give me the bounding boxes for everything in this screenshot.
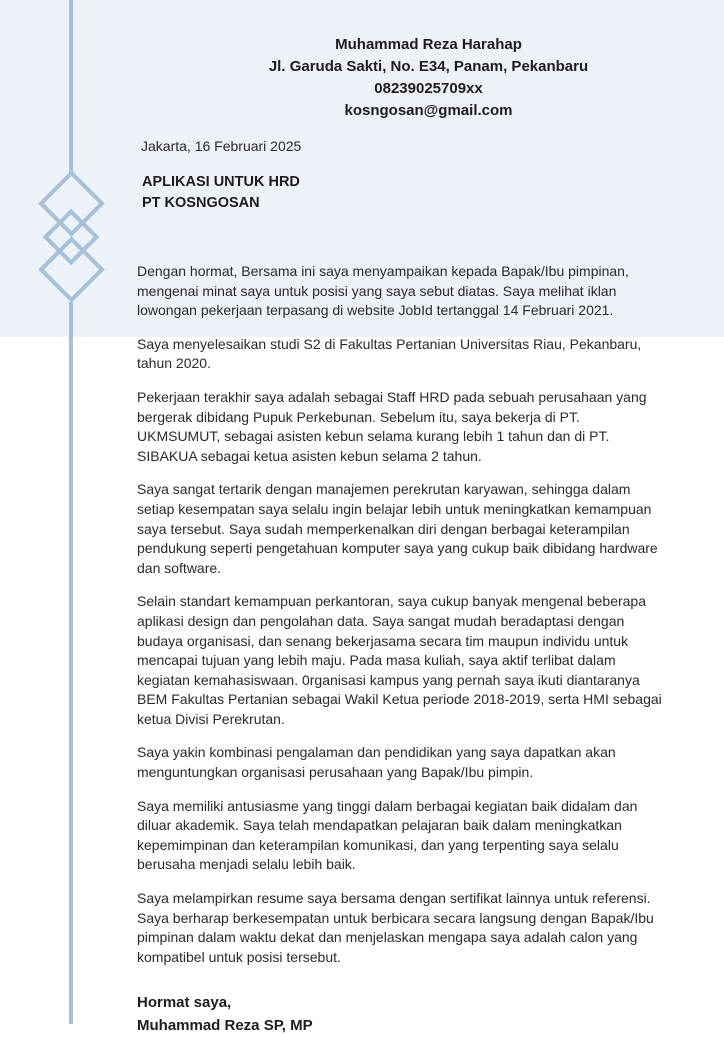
subject-line-2: PT KOSNGOSAN <box>142 195 260 211</box>
letter-paragraph: Saya yakin kombinasi pengalaman dan pendidikan yang saya dapatkan akan menguntungkan organisasi perusahaan yang Bapak/Ibu pimpin. <box>137 744 616 781</box>
sender-email: kosngosan@gmail.com <box>344 102 513 119</box>
letter-paragraph: Saya sangat tertarik dengan manajemen perekrutan karyawan, sehingga dalam setiap kesempatan saya selalu ingin belajar lebih untuk meningkatkan kemampuan saya tersebut. Saya sudah memperkenalkan diri dengan berbagai keterampilan pendukung seperti pengetahuan komputer saya yang cukup baik dibidang hardware dan software. <box>137 481 658 576</box>
sender-phone: 08239025709xx <box>374 80 483 97</box>
letter-paragraph: Pekerjaan terakhir saya adalah sebagai Staff HRD pada sebuah perusahaan yang bergerak dibidang Pupuk Perkebunan. Sebelum itu, saya bekerja di PT. UKMSUMUT, sebagai asisten kebun selama kurang lebih 1 tahun dan di PT. SIBAKUA sebagai ketua asisten kebun selama 2 tahun. <box>137 388 647 464</box>
subject-line-1: APLIKASI UNTUK HRD <box>142 174 300 190</box>
letter-paragraph: Saya melampirkan resume saya bersama dengan sertifikat lainnya untuk referensi. Saya berharap berkesempatan untuk berbicara secara langsung dengan Bapak/Ibu pimpinan dalam waktu dekat dan menjelaskan mengapa saya adalah calon yang kompatibel untuk posisi tersebut. <box>137 890 654 965</box>
closing-signature: Muhammad Reza SP, MP <box>137 1017 313 1035</box>
letter-body <box>137 262 665 1037</box>
letter-paragraph: Saya memiliki antusiasme yang tinggi dalam berbagai kegiatan baik didalam dan diluar akademik. Saya telah mendapatkan pelajaran baik dalam meningkatkan kepemimpinan dan keterampilan komunikasi, dan yang terpenting saya selalu berusaha menjadi selalu lebih baik. <box>137 797 638 873</box>
letter-paragraph: Dengan hormat, Bersama ini saya menyampaikan kepada Bapak/Ibu pimpinan, mengenai minat saya untuk posisi yang saya sebut diatas. Saya melihat iklan lowongan pekerjaan terpasang di website JobId tertanggal 14 Februari 2021. <box>137 263 629 319</box>
letter-paragraph: Saya menyelesaikan studi S2 di Fakultas Pertanian Universitas Riau, Pekanbaru, tahun 2020. <box>137 335 642 372</box>
vertical-accent-line-bottom <box>69 302 73 1024</box>
sender-info-block <box>137 34 720 122</box>
sender-name: Muhammad Reza Harahap <box>335 36 522 53</box>
sender-address: Jl. Garuda Sakti, No. E34, Panam, Pekanbaru <box>268 58 589 75</box>
closing-block <box>137 991 665 1037</box>
letter-paragraph: Selain standart kemampuan perkantoran, saya cukup banyak mengenal beberapa aplikasi design dan pengolahan data. Saya sangat mudah beradaptasi dengan budaya organisasi, dan senang bekerjasama secara tim maupun individu untuk mencapai tujuan yang lebih maju. Pada masa kuliah, saya aktif terlibat dalam kegiatan kemahasiswaan. 0rganisasi kampus yang pernah saya ikuti diantaranya BEM Fakultas Pertanian sebagai Wakil Ketua periode 2018-2019, serta HMI sebagai ketua Divisi Perekrutan. <box>137 593 662 727</box>
vertical-accent-line-top <box>69 0 73 173</box>
subject-block <box>142 172 300 214</box>
closing-salutation: Hormat saya, <box>137 994 232 1012</box>
dateline: Jakarta, 16 Februari 2025 <box>141 138 302 154</box>
